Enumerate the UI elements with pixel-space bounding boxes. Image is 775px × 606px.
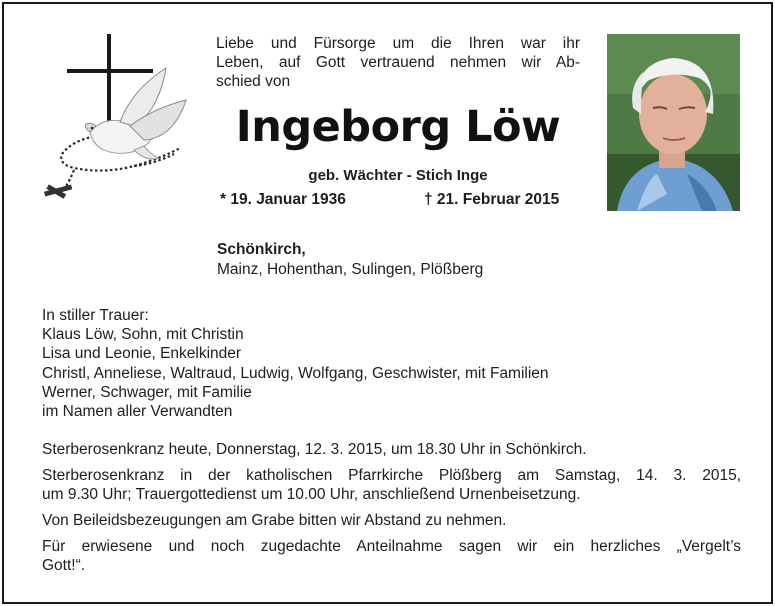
notice-text: Sterberosenkranz heute, Donnerstag, 12. 3. 2015, um 18.30 Uhr in Schönkirch. <box>42 441 587 458</box>
notice-text: Von Beileidsbezeugungen am Grabe bitten wir Abstand zu nehmen. <box>42 512 507 529</box>
intro-text <box>216 34 580 91</box>
notice-text: Gott!“. <box>42 557 86 574</box>
birth-name: geb. Wächter - Stich Inge <box>308 167 488 184</box>
mourner-line: Lisa und Leonie, Enkelkinder <box>42 345 242 363</box>
portrait-photo <box>607 34 740 211</box>
notice-text: Sterberosenkranz in der katholischen Pfarrkirche Plößberg am Samstag, 14. 3. 2015, <box>42 467 741 484</box>
deceased-name: Ingeborg Löw <box>235 102 561 152</box>
mourners-heading: In stiller Trauer: <box>42 307 149 324</box>
location-others: Mainz, Hohenthan, Sulingen, Plößberg <box>217 261 484 278</box>
notice-rosary-church <box>42 466 741 504</box>
mourner-line: Werner, Schwager, mit Familie <box>42 383 252 401</box>
notice-text: Für erwiesene und noch zugedachte Anteilnahme sagen wir ein herzliches „Vergelt’s <box>42 538 741 555</box>
rosary-crucifix-icon <box>44 184 72 198</box>
cross-dove-rosary-emblem <box>34 30 194 210</box>
intro-line: Leben, auf Gott vertrauend nehmen wir Ab- <box>216 54 580 71</box>
notice-condolences <box>42 511 741 530</box>
notice-rosary-today <box>42 440 741 459</box>
location-primary: Schönkirch, <box>217 241 306 258</box>
intro-line: Liebe und Fürsorge um die Ihren war ihr <box>216 35 580 52</box>
mourners-list <box>42 306 549 421</box>
notice-thanks <box>42 537 741 575</box>
mourner-line: Klaus Löw, Sohn, mit Christin <box>42 326 244 344</box>
dove-icon <box>86 68 187 159</box>
mourner-line: im Namen aller Verwandten <box>42 403 233 421</box>
mourner-line: Christl, Anneliese, Waltraud, Ludwig, Wolfgang, Geschwister, mit Familien <box>42 364 549 382</box>
portrait-image <box>607 34 740 211</box>
birth-date: * 19. Januar 1936 <box>220 191 346 208</box>
notices <box>42 440 741 582</box>
obituary-card <box>2 2 773 604</box>
notice-text: um 9.30 Uhr; Trauergottedienst um 10.00 Uhr, anschließend Urnenbeisetzung. <box>42 486 581 503</box>
intro-line: schied von <box>216 73 291 90</box>
death-date: † 21. Februar 2015 <box>424 191 560 208</box>
